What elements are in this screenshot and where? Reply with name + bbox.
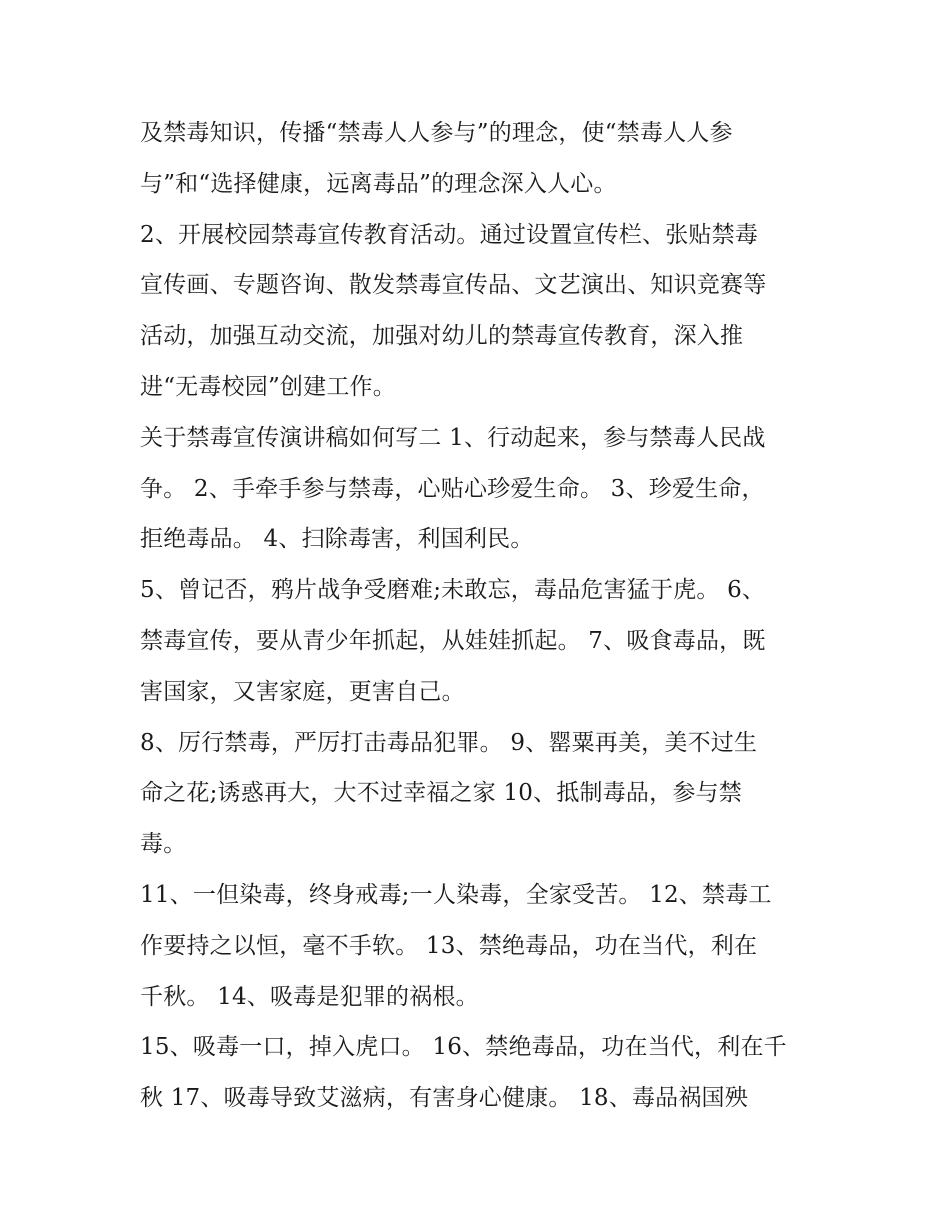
- text-line: 禁毒宣传，要从青少年抓起，从娃娃抓起。 7、吸食毒品，既: [140, 627, 766, 654]
- text-line: 害国家，又害家庭，更害自己。: [140, 678, 465, 705]
- text-line: 5、曾记否，鸦片战争受磨难;未敢忘，毒品危害猛于虎。 6、: [140, 577, 766, 604]
- text-line: 11、一但染毒，终身戒毒;一人染毒，全家受苦。 12、禁毒工: [140, 881, 772, 908]
- text-line: 及禁毒知识，传播“禁毒人人参与”的理念，使“禁毒人人参: [140, 120, 733, 146]
- text-line: 千秋。 14、吸毒是犯罪的祸根。: [140, 983, 479, 1010]
- text-line: 15、吸毒一口，掉入虎口。 16、禁绝毒品，功在当代，利在千: [140, 1034, 787, 1061]
- text-line: 命之花;诱惑再大，大不过幸福之家 10、抵制毒品，参与禁: [140, 780, 742, 807]
- document-body: [140, 108, 830, 1124]
- text-line: 争。 2、手牵手参与禁毒，心贴心珍爱生命。 3、珍爱生命，: [140, 475, 765, 502]
- text-line: 作要持之以恒，毫不手软。 13、禁绝毒品，功在当代，利在: [140, 932, 758, 959]
- text-line: 毒。: [140, 831, 187, 858]
- text-line: 关于禁毒宣传演讲稿如何写二 1、行动起来，参与禁毒人民战: [140, 424, 766, 451]
- text-line: 秋 17、吸毒导致艾滋病，有害身心健康。 18、毒品祸国殃: [140, 1085, 748, 1112]
- text-line: 与”和“选择健康，远离毒品”的理念深入人心。: [140, 170, 617, 197]
- text-line: 拒绝毒品。 4、扫除毒害，利国利民。: [140, 526, 534, 553]
- text-line: 进“无毒校园”创建工作。: [140, 373, 396, 400]
- text-line: 宣传画、专题咨询、散发禁毒宣传品、文艺演出、知识竞赛等: [140, 272, 767, 299]
- text-line: 活动，加强互动交流，加强对幼儿的禁毒宣传教育，深入推: [140, 323, 744, 350]
- text-line: 2、开展校园禁毒宣传教育活动。通过设置宣传栏、张贴禁毒: [140, 221, 759, 248]
- text-line: 8、厉行禁毒，严厉打击毒品犯罪。 9、罂粟再美，美不过生: [140, 729, 758, 756]
